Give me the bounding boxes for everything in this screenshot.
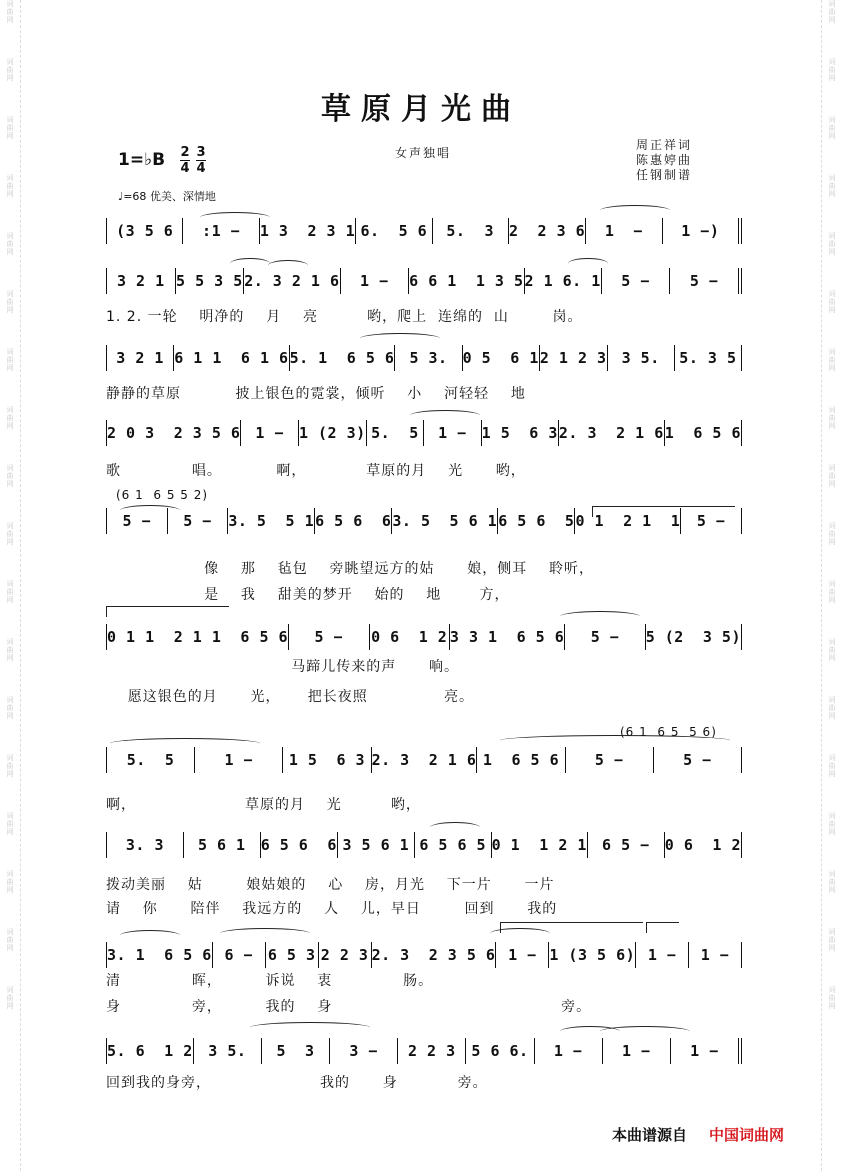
measure: 5. 1 6 5 6 [290,345,396,371]
watermark-text: 词 曲 网 [828,986,836,1010]
watermark-text: 词 曲 网 [828,232,836,256]
measure: 6 5 3 [266,942,319,968]
lyric-line: 身 旁， 我的 身 旁。 [106,999,592,1015]
song-title: 草原月光曲 [321,92,521,127]
measure: 3 5. [194,1038,262,1064]
slur-mark [600,1026,690,1037]
measure: 0 6 1 2 [665,832,742,858]
watermark-text: 词 曲 网 [828,522,836,546]
measure: 0 1 2 1 1 [575,508,681,534]
measure: 1 3 2 3 1 [260,218,356,244]
measure: 1 (3 5 6) [549,942,636,968]
watermark-text: 词 曲 网 [6,58,14,82]
notation-line [106,942,742,968]
measure: 3 3 1 6 5 6 [450,624,565,650]
measure: 6 5 6 6 [261,832,338,858]
site-name: 中国词曲网 [709,1126,785,1144]
meter-denominator: 4 [180,161,190,176]
measure: 3 − [330,1038,398,1064]
measure: (3 5 6 [106,218,183,244]
source-attribution [612,1124,784,1145]
measure: 5. 5 [106,747,195,773]
measure: 1 −) [663,218,742,244]
measure: 3. 5 5 1 [228,508,315,534]
lyric-line: 歌 唱。 啊， 草原的月 光 哟， [106,463,526,479]
slur-mark [360,333,440,344]
notation-line [106,747,742,773]
measure: 6 5 6 5 [415,832,492,858]
credits [636,138,692,183]
measure: 5 − [168,508,229,534]
watermark-text: 词 曲 网 [828,580,836,604]
measure: 0 1 1 2 1 1 6 5 6 [106,624,289,650]
alternate-notes: (6 1 6 5 5 2) [116,488,209,502]
slur-mark [500,735,730,746]
measure: 6 − [213,942,266,968]
measure: 6 5 6 5 [498,508,575,534]
measure: 2. 3 2 1 6 [559,420,665,446]
measure: 1 − [636,942,689,968]
measure: 3. 5 5 6 1 [392,508,498,534]
key-signature: 1=♭B [118,150,166,170]
watermark-text: 词 曲 网 [6,348,14,372]
watermark-text: 词 曲 网 [828,348,836,372]
alternate-notes: (6 1 6 5 5 6) [620,725,717,739]
measure: 1 − [586,218,662,244]
measure: 3 5 6 1 [338,832,415,858]
measure: 1 − [241,420,299,446]
measure: 2. 3 2 1 6 [244,268,340,294]
measure: 5 3. [395,345,462,371]
measure: 0 6 1 2 [370,624,450,650]
watermark-text: 词 曲 网 [828,812,836,836]
measure: 3. 1 6 5 6 [106,942,213,968]
engraver-credit: 任钢制谱 [636,168,693,182]
notation-line [106,1038,742,1064]
measure: :1 − [183,218,259,244]
watermark-text: 词 曲 网 [828,290,836,314]
watermark-text: 词 曲 网 [6,986,14,1010]
measure: 5. 5 [367,420,425,446]
slur-mark [120,505,180,516]
slur-mark [600,205,670,216]
watermark-text: 词 曲 网 [6,406,14,430]
measure: 5 − [602,268,671,294]
source-label: 本曲谱源自 [612,1126,688,1144]
watermark-text: 词 曲 网 [828,754,836,778]
tempo-marking: ♩=68 优美、深情地 [118,190,216,203]
slur-mark [430,822,480,833]
measure: 3 2 1 [106,345,174,371]
watermark-text: 词 曲 网 [6,116,14,140]
notation-line [106,624,742,650]
measure: 0 5 6 1 [463,345,540,371]
measure: 6 5 − [588,832,665,858]
time-signature [196,146,206,175]
lyricist-credit: 周正祥词 [636,138,693,152]
lyric-line: 像 那 毡包 旁眺望远方的姑 娘，侧耳 聆听， [106,561,595,577]
measure: 2 0 3 2 3 5 6 [106,420,241,446]
watermark-text: 词 曲 网 [6,812,14,836]
lyric-line: 是 我 甜美的梦开 始的 地 方， [106,587,510,603]
composer-credit: 陈惠婷曲 [636,153,693,167]
measure: 1 − [195,747,283,773]
volta-bracket [646,922,679,933]
watermark-text: 词 曲 网 [6,754,14,778]
slur-mark [110,738,260,749]
lyric-line: 马蹄儿传来的声 响。 [106,659,460,675]
meter-numerator: 2 [180,145,190,160]
watermark-text: 词 曲 网 [828,928,836,952]
watermark-text: 词 曲 网 [6,522,14,546]
measure: 2 2 3 6 [509,218,586,244]
watermark-text: 词 曲 网 [6,232,14,256]
measure: 0 1 1 2 1 [492,832,588,858]
measure: 2 1 2 3 [540,345,608,371]
measure: 1 − [496,942,549,968]
notation-line [106,420,742,446]
watermark-text: 词 曲 网 [6,290,14,314]
time-signatures [180,146,206,175]
measure: 1 (2 3) [299,420,367,446]
watermark-text: 词 曲 网 [6,928,14,952]
measure: 1 − [535,1038,603,1064]
measure: 1 6 5 6 [665,420,742,446]
measure: 1 − [424,420,482,446]
volta-bracket [592,506,735,517]
measure: 5 6 1 [184,832,261,858]
slur-mark [120,930,180,941]
slur-mark [568,258,608,269]
measure: 2. 3 2 3 5 6 [372,942,497,968]
measure: 1 − [603,1038,671,1064]
watermark-text: 词 曲 网 [828,870,836,894]
measure: 5 6 6. [466,1038,534,1064]
watermark-text: 词 曲 网 [6,638,14,662]
slur-mark [220,928,310,939]
meter-numerator: 3 [196,145,206,160]
measure: 5 − [670,268,742,294]
lyric-line: 清 晖， 诉说 衷 肠。 [106,973,434,989]
watermark-text: 词 曲 网 [828,696,836,720]
measure: 1 − [671,1038,742,1064]
measure: 2 2 3 [398,1038,466,1064]
watermark-text: 词 曲 网 [828,464,836,488]
measure: 5 − [106,508,168,534]
lyric-line: 请 你 陪伴 我远方的 人 儿，早日 回到 我的 [106,901,558,917]
measure: 2. 3 2 1 6 [372,747,478,773]
measure: 6 6 1 1 3 5 [409,268,524,294]
watermark-text: 词 曲 网 [828,0,836,24]
measure: 6 1 1 6 1 6 [174,345,289,371]
watermark-text: 词 曲 网 [828,174,836,198]
measure: 5 (2 3 5) [646,624,742,650]
left-watermark-strip [0,0,21,1171]
measure: 5 5 3 5 [176,268,245,294]
slur-mark [560,611,640,622]
performance-type: 女声独唱 [395,146,452,160]
measure: 2 1 6. 1 [525,268,602,294]
watermark-text: 词 曲 网 [828,116,836,140]
watermark-text: 词 曲 网 [828,58,836,82]
measure: 5 − [289,624,369,650]
measure: 2 2 3 [319,942,372,968]
notation-line [106,832,742,858]
slur-mark [250,1022,370,1033]
watermark-text: 词 曲 网 [6,174,14,198]
watermark-text: 词 曲 网 [6,870,14,894]
measure: 1 6 5 6 [477,747,565,773]
watermark-text: 词 曲 网 [6,696,14,720]
measure: 1 − [689,942,742,968]
slur-mark [200,212,270,223]
watermark-text: 词 曲 网 [6,580,14,604]
measure: 5 − [565,624,645,650]
measure: 3. 3 [106,832,184,858]
volta-bracket [106,606,229,617]
slur-mark [410,410,480,421]
measure: 1 5 6 3 [283,747,371,773]
notation-line [106,268,742,294]
meter-denominator: 4 [196,161,206,176]
measure: 3 5. [608,345,675,371]
measure: 5 − [681,508,742,534]
measure: 5 3 [262,1038,330,1064]
notation-line [106,345,742,371]
measure: 3 2 1 [106,268,176,294]
lyric-line: 拨动美丽 姑 娘姑娘的 心 房，月光 下一片 一片 [106,877,555,893]
measure: 6 5 6 6 [315,508,392,534]
measure: 6. 5 6 [356,218,432,244]
lyric-line: 愿这银色的月 光， 把长夜照 亮。 [106,689,475,705]
slur-mark [268,260,308,271]
volta-bracket [500,922,643,933]
time-signature [180,146,190,175]
lyric-line: 1. 2. 一轮 明净的 月 亮 哟，爬上 连绵的 山 岗。 [106,309,583,325]
lyric-line: 回到我的身旁， 我的 身 旁。 [106,1075,488,1091]
measure: 5. 3 5 [675,345,742,371]
watermark-text: 词 曲 网 [6,464,14,488]
measure: 5 − [566,747,654,773]
right-watermark-strip [821,0,842,1171]
watermark-text: 词 曲 网 [828,638,836,662]
watermark-text: 词 曲 网 [828,406,836,430]
watermark-text: 词 曲 网 [6,0,14,24]
measure: 1 5 6 3 [482,420,559,446]
lyric-line: 静静的草原 披上银色的霓裳，倾听 小 河轻轻 地 [106,386,526,402]
lyric-line: 啊， 草原的月 光 哟， [106,797,421,813]
measure: 5. 3 [433,218,509,244]
slur-mark [230,258,270,269]
measure: 1 − [341,268,410,294]
measure: 5 − [654,747,742,773]
measure: 5. 6 1 2 [106,1038,194,1064]
